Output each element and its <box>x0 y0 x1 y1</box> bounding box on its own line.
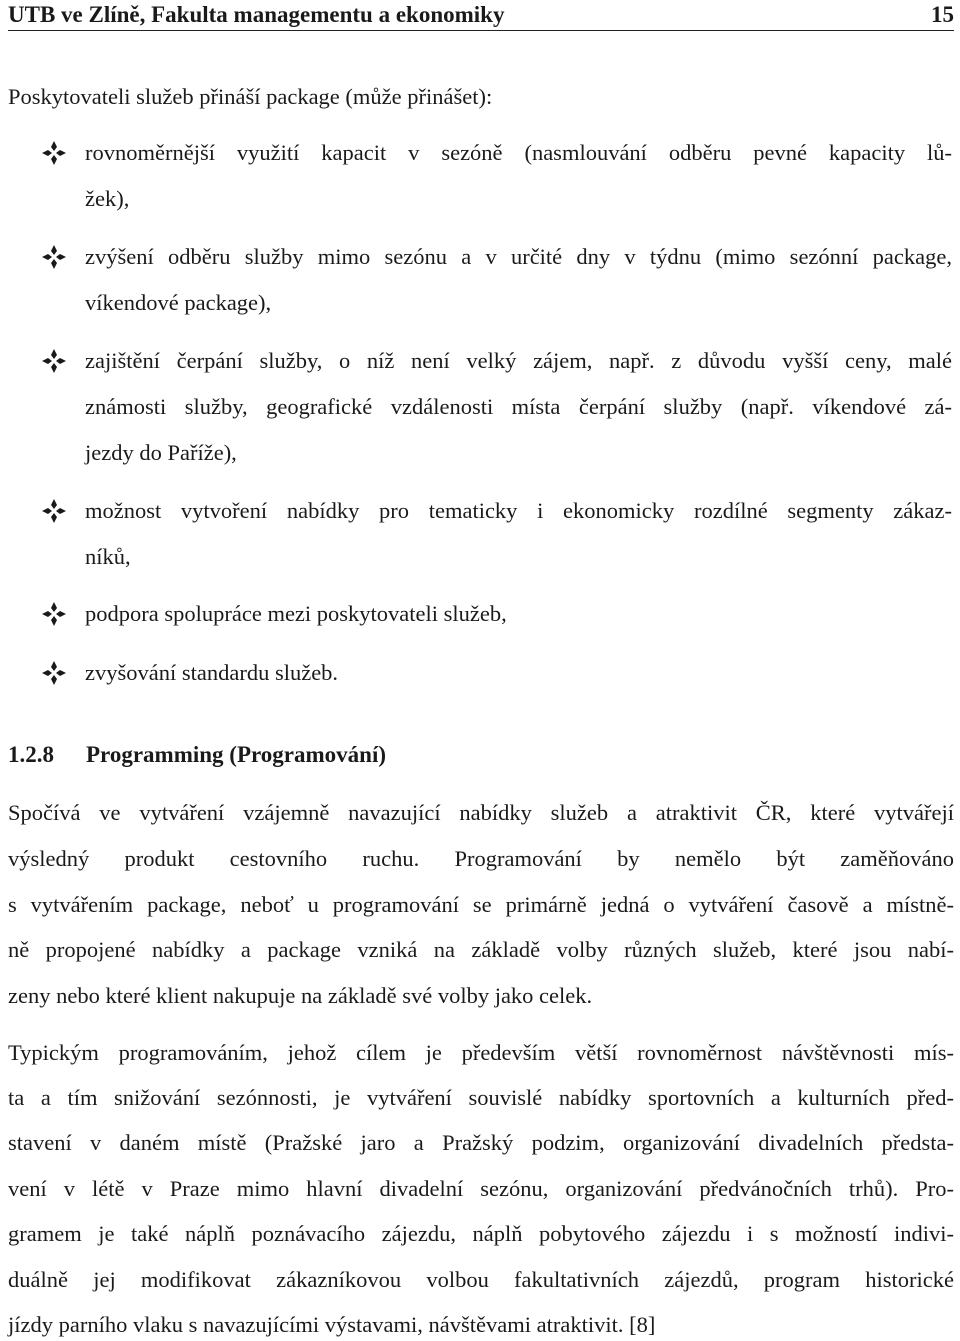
diamond-bullet-icon <box>41 140 67 166</box>
bullet-3-line-3: jezdy do Paříže), <box>85 440 237 465</box>
section-heading <box>8 742 386 768</box>
bullet-2-line-2: víkendové package), <box>85 290 272 315</box>
section-title: Programming (Programování) <box>86 742 387 767</box>
paragraph-2-line-4: vení v létě v Praze mimo hlavní divadelní sezónu, organizování předvánočních trhů). Pro- <box>8 1176 954 1201</box>
paragraph-2-line-2: ta a tím snižování sezónnosti, je vytváření souvislé nabídky sportovních a kulturních před- <box>8 1085 954 1110</box>
bullet-4-line-2: níků, <box>85 544 131 569</box>
page-header <box>8 0 954 31</box>
bullet-1-line-2: žek), <box>85 186 130 211</box>
bullet-4-line-1: možnost vytvoření nabídky pro tematicky i ekonomicky rozdílné segmenty zákaz- <box>85 498 952 523</box>
bullet-3-line-1: zajištění čerpání služby, o níž není velký zájem, např. z důvodu vyšší ceny, malé <box>85 348 952 373</box>
paragraph-2-line-3: stavení v daném místě (Pražské jaro a Pražský podzim, organizování divadelních předsta- <box>8 1130 954 1155</box>
paragraph-1-line-3: s vytvářením package, neboť u programování se primárně jedná o vytváření časově a místně- <box>8 892 954 917</box>
header-title: UTB ve Zlíně, Fakulta managementu a ekonomiky <box>8 2 505 27</box>
bullet-6-line-1: zvyšování standardu služeb. <box>85 660 339 685</box>
diamond-bullet-icon <box>41 660 67 686</box>
diamond-bullet-icon <box>41 244 67 270</box>
paragraph-2-line-5: gramem je také náplň poznávacího zájezdu, náplň pobytového zájezdu i s možností indivi- <box>8 1221 954 1246</box>
section-number: 1.2.8 <box>8 742 54 767</box>
diamond-bullet-icon <box>41 498 67 524</box>
paragraph-2-line-7: jízdy parního vlaku s navazujícími výstavami, návštěvami atraktivit. [8] <box>8 1312 656 1337</box>
page-number: 15 <box>931 2 954 27</box>
bullet-5-line-1: podpora spolupráce mezi poskytovateli služeb, <box>85 601 507 626</box>
bullet-3-line-2: známosti služby, geografické vzdálenosti místa čerpání služby (např. víkendové zá- <box>85 394 952 419</box>
paragraph-1-line-2: výsledný produkt cestovního ruchu. Programování by nemělo být zaměňováno <box>8 846 954 871</box>
paragraph-1-line-4: ně propojené nabídky a package vzniká na základě volby různých služeb, které jsou nabí- <box>8 937 954 962</box>
paragraph-2-line-6: duálně jej modifikovat zákazníkovou volbou fakultativních zájezdů, program historické <box>8 1267 954 1292</box>
diamond-bullet-icon <box>41 348 67 374</box>
bullet-2-line-1: zvýšení odběru služby mimo sezónu a v určité dny v týdnu (mimo sezónní package, <box>85 244 952 269</box>
diamond-bullet-icon <box>41 601 67 627</box>
paragraph-2-line-1: Typickým programováním, jehož cílem je především větší rovnoměrnost návštěvnosti mís- <box>8 1040 954 1065</box>
bullet-1-line-1: rovnoměrnější využití kapacit v sezóně (nasmlouvání odběru pevné kapacity lů- <box>85 140 952 165</box>
paragraph-1-line-5: zeny nebo které klient nakupuje na základě své volby jako celek. <box>8 983 593 1008</box>
paragraph-1-line-1: Spočívá ve vytváření vzájemně navazující nabídky služeb a atraktivit ČR, které vytvářejí <box>8 800 954 825</box>
intro-text: Poskytovateli služeb přináší package (může přinášet): <box>8 84 493 109</box>
